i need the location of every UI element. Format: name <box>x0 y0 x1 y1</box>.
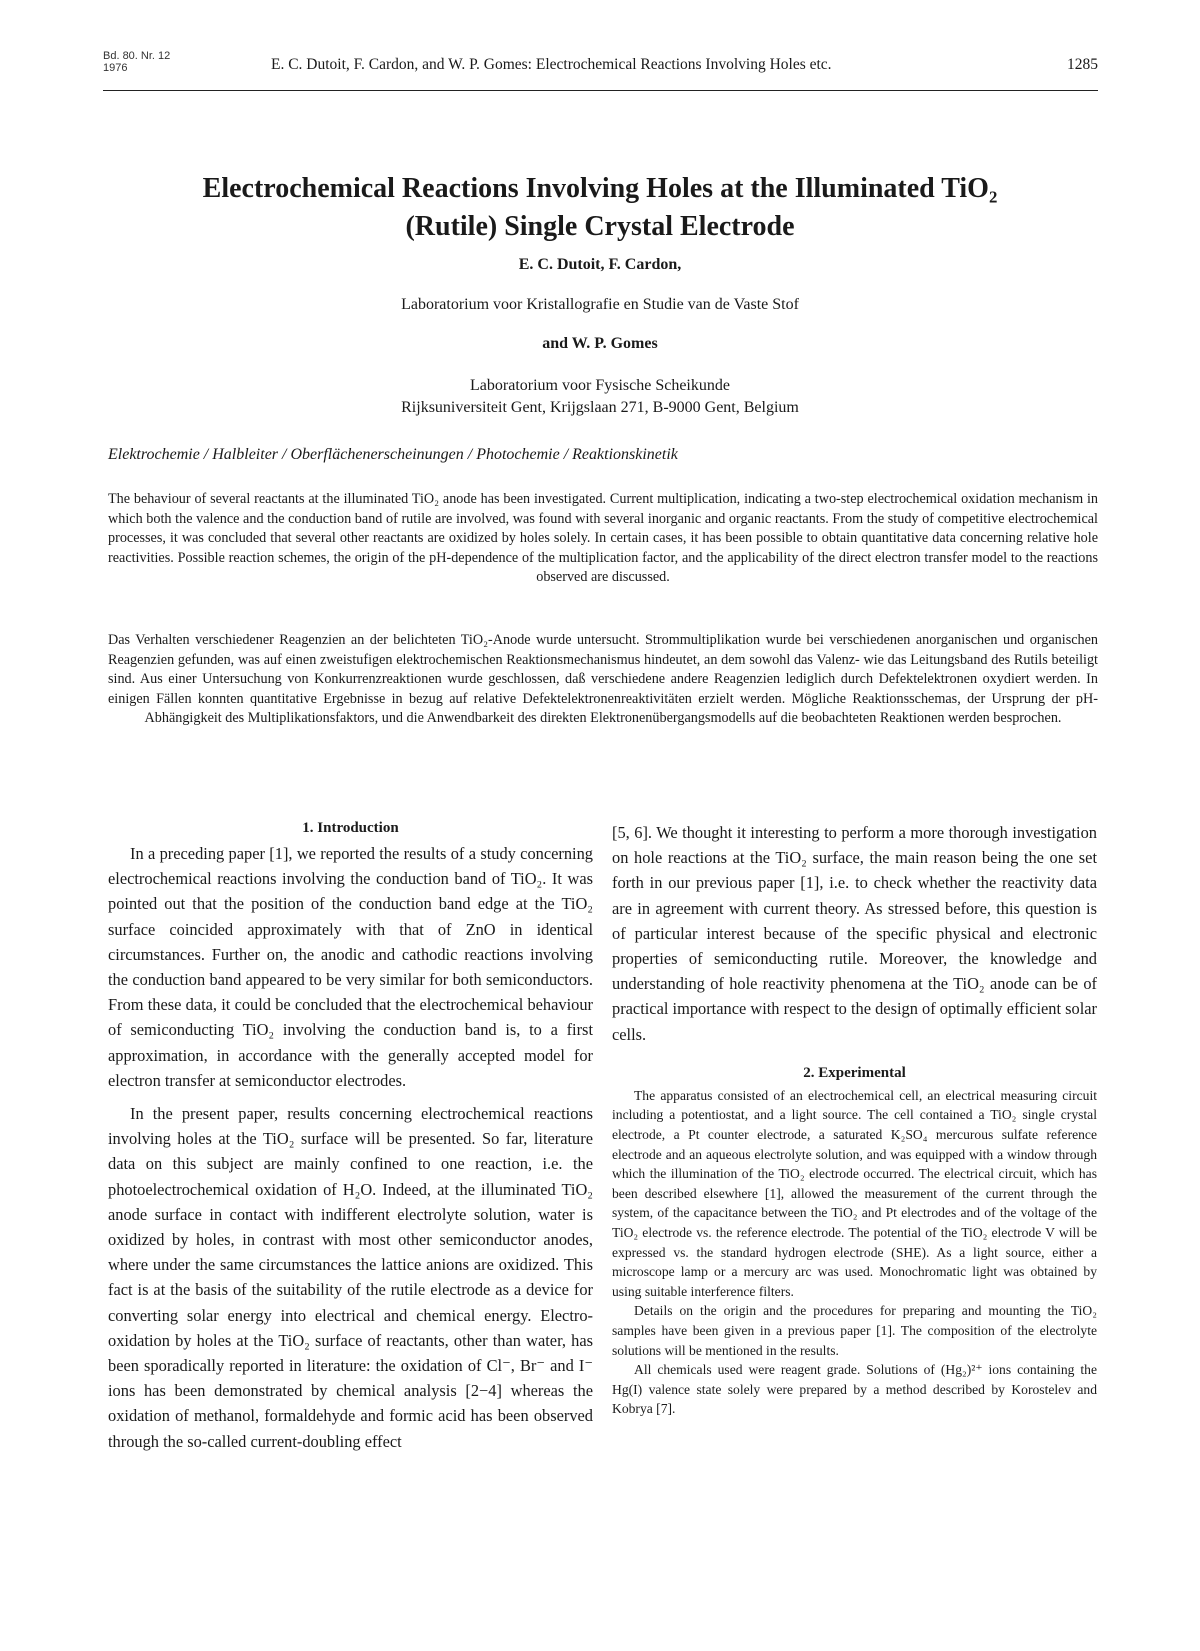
column-right <box>612 820 1097 1419</box>
volume-number: Bd. 80. Nr. 12 <box>103 50 171 62</box>
article-title <box>130 170 1070 246</box>
intro-paragraph-2: In the present paper, results concerning electrochemical reactions involving holes at the TiO₂ surface will be presented. So far, literature data on this subject are mainly confined to one reaction, i.e. the photoelectrochemical oxidation of H₂O. Indeed, at the illuminated TiO₂ anode surface in contact with indifferent electrolyte solution, water is oxidized by holes, in contrast with most other semiconductor anodes, where under the same circumstances the lattice anions are oxidized. This fact is at the basis of the suitability of the rutile electrode as a device for converting solar energy into electrical and chemical energy. Electro-oxidation by holes at the TiO₂ surface of reactants, other than water, has been sporadically reported in literature: the oxidation of Cl⁻, Br⁻ and I⁻ ions has been demonstrated by chemical analysis [2−4] whereas the oxidation of methanol, formaldehyde and formic acid has been observed through the so-called current-doubling effect <box>108 1104 593 1451</box>
volume-info <box>103 50 170 74</box>
keywords: Elektrochemie / Halbleiter / Oberflächenerscheinungen / Photochemie / Reaktionskinetik <box>108 446 678 463</box>
abstract-german: Das Verhalten verschiedener Reagenzien an der belichteten TiO₂-Anode wurde untersucht. Strommultiplikation wurde bei verschiedenen anorganischen und organischen Reagenzien gefunden, was auf einen zweistufigen elektrochemischen Reaktionsmechanismus hindeutet, an dem sowohl das Valenz- wie das Leitungsband des Rutils beteiligt sind. Aus einer Untersuchung von Konkurrenzreaktionen wurde geschlossen, daß verschiedene andere Reagenzien lediglich durch Defektelektronen oxydiert werden. In einigen Fällen konnten quantitative Ergebnisse in bezug auf relative Defektelektronenreaktivitäten erzielt werden. Mögliche Reaktionsschemas, der Ursprung der pH-Abhängigkeit des Multiplikationsfaktors, und die Anwendbarkeit des direkten Elektronenübergangsmodells auf die beobachteten Reaktionen werden besprochen. <box>108 632 1098 727</box>
authors-primary: E. C. Dutoit, F. Cardon, <box>518 256 682 273</box>
experimental-paragraph-2: Details on the origin and the procedures for preparing and mounting the TiO₂ samples have been given in a previous paper [1]. The composition of the electrolyte solutions will be mentioned in the results. <box>612 1303 1097 1358</box>
intro-paragraph-1: In a preceding paper [1], we reported the results of a study concerning electrochemical reactions involving the conduction band of TiO₂. It was pointed out that the position of the conduction band edge at the TiO₂ surface coincided approximately with that of ZnO in identical circumstances. Further on, the anodic and cathodic reactions involving the conduction band appeared to be very similar for both semiconductors. From these data, it could be concluded that the electrochemical behaviour of semiconducting TiO₂ involving the conduction band is, to a first approximation, in accordance with the generally accepted model for electron transfer at semiconductor electrodes. <box>108 844 593 1090</box>
affiliation-secondary-line-2: Rijksuniversiteit Gent, Krijgslaan 271, B-9000 Gent, Belgium <box>401 399 799 416</box>
section-heading-experimental: 2. Experimental <box>803 1064 906 1081</box>
experimental-paragraph-1: The apparatus consisted of an electrochemical cell, an electrical measuring circuit including a potentiostat, and a light source. The cell contained a TiO₂ single crystal electrode, a Pt counter electrode, a saturated K₂SO₄ mercurous sulfate reference electrode and an aqueous electrolyte solution, and was equipped with a window through which the illumination of the TiO₂ electrode occurred. The electrical circuit, which has been described elsewhere [1], allowed the measurement of the current through the system, of the capacitance between the TiO₂ and Pt electrodes and of the voltage of the TiO₂ electrode vs. the reference electrode. The potential of the TiO₂ electrode V will be expressed vs. the standard hydrogen electrode (SHE). As a light source, either a microscope lamp or a mercury arc was used. Monochromatic light was obtained by using suitable interference filters. <box>612 1087 1097 1299</box>
page-number: 1285 <box>1067 56 1098 73</box>
affiliation-secondary <box>0 375 1200 419</box>
title-line-1: Electrochemical Reactions Involving Holes at the Illuminated TiO₂ <box>202 173 998 204</box>
abstract-english: The behaviour of several reactants at the illuminated TiO₂ anode has been investigated. Current multiplication, indicating a two-step electrochemical oxidation mechanism in which both the valence and the conduction band of rutile are involved, was found with several inorganic and organic reactants. From the study of competitive electrochemical processes, it was concluded that several other reactants are oxidized by holes solely. In certain cases, it has been possible to obtain quantitative data concerning relative hole reactivities. Possible reaction schemes, the origin of the pH-dependence of the multiplication factor, and the applicability of the direct electron transfer model to the reactions observed are discussed. <box>108 491 1098 586</box>
affiliation-primary: Laboratorium voor Kristallografie en Studie van de Vaste Stof <box>401 296 799 313</box>
experimental-paragraph-3: All chemicals used were reagent grade. Solutions of (Hg₂)²⁺ ions containing the Hg(I) valence state solely were prepared by a method described by Korostelev and Kobrya [7]. <box>612 1362 1097 1417</box>
column-left <box>108 820 593 1454</box>
intro-paragraph-3: [5, 6]. We thought it interesting to perform a more thorough investigation on hole reactions at the TiO₂ surface, the main reason being the one set forth in our previous paper [1], i.e. to check whether the reactivity data are in agreement with current theory. As stressed before, this question is of particular interest because of the specific physical and electronic properties of semiconducting rutile. Moreover, the knowledge and understanding of hole reactivity phenomena at the TiO₂ anode can be of practical importance with respect to the design of optimally efficient solar cells. <box>612 823 1097 1044</box>
authors-secondary: and W. P. Gomes <box>542 335 658 352</box>
affiliation-secondary-line-1: Laboratorium voor Fysische Scheikunde <box>470 377 730 394</box>
running-header <box>103 50 1098 91</box>
running-title: E. C. Dutoit, F. Cardon, and W. P. Gomes: Electrochemical Reactions Involving Holes etc. <box>271 56 832 73</box>
title-line-2: (Rutile) Single Crystal Electrode <box>405 211 795 242</box>
section-heading-introduction: 1. Introduction <box>302 820 399 836</box>
volume-year: 1976 <box>103 62 128 74</box>
